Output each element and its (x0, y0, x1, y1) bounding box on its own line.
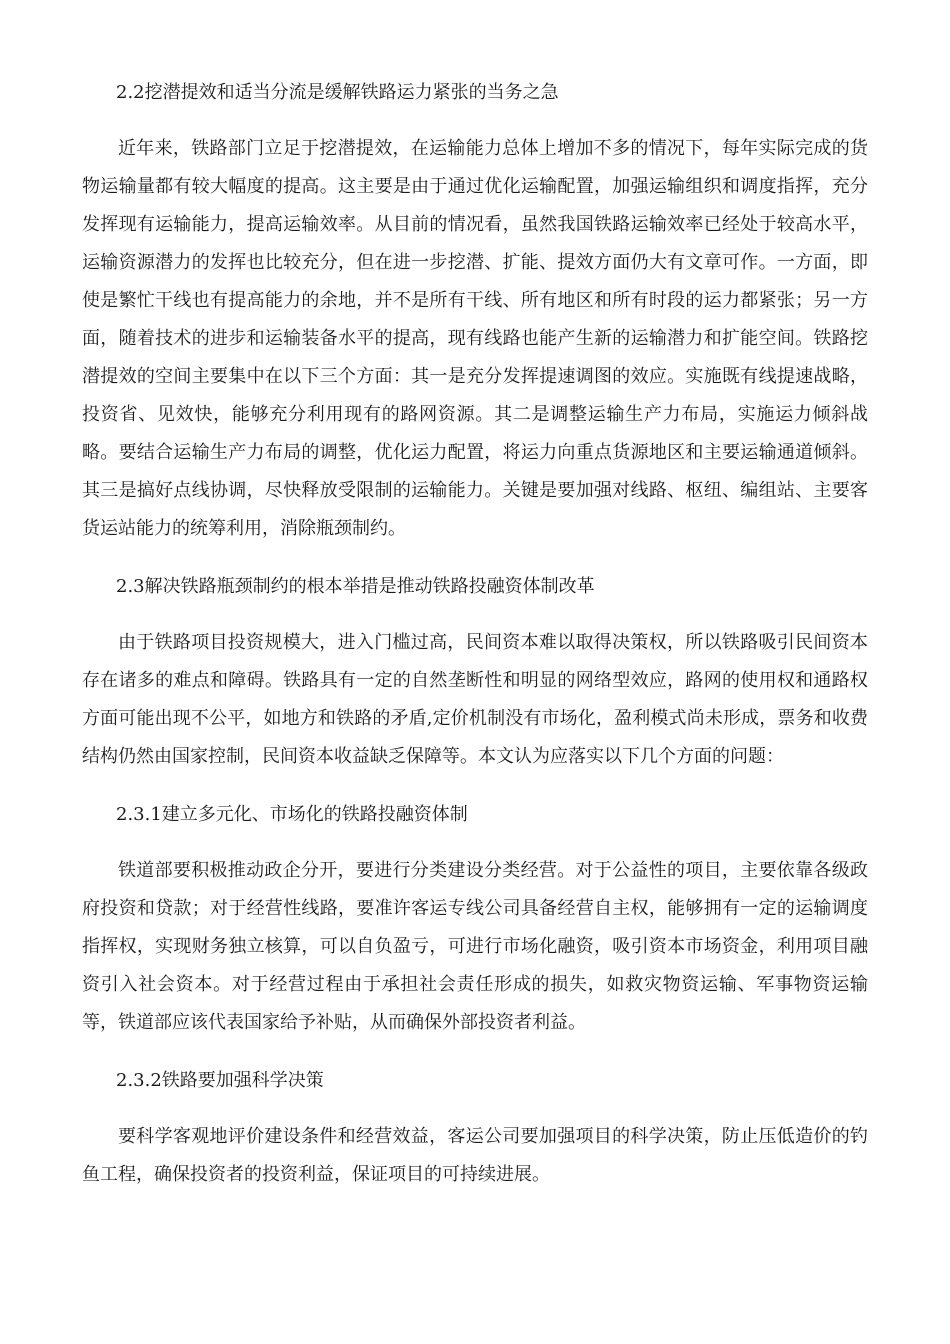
paragraph-2-3-1: 铁道部要积极推动政企分开，要进行分类建设分类经营。对于公益性的项目，主要依靠各级政府投资和贷款；对于经营性线路，要准许客运专线公司具备经营自主权，能够拥有一定的运输调度指挥权，实现财务独立核算，可以自负盈亏，可进行市场化融资，吸引资本市场资金，利用项目融资引入社会资本。对于经营过程由于承担社会责任形成的损失，如救灾物资运输、军事物资运输等，铁道部应该代表国家给予补贴，从而确保外部投资者利益。 (82, 860, 868, 1033)
section-heading-2-2: 2.2挖潜提效和适当分流是缓解铁路运力紧张的当务之急 (116, 82, 559, 103)
section-heading-2-3-1: 2.3.1建立多元化、市场化的铁路投融资体制 (116, 804, 468, 825)
paragraph-2-3: 由于铁路项目投资规模大，进入门槛过高，民间资本难以取得决策权，所以铁路吸引民间资本存在诸多的难点和障碍。铁路具有一定的自然垄断性和明显的网络型效应，路网的使用权和通路权方面可能出现不公平，如地方和铁路的矛盾,定价机制没有市场化，盈利模式尚未形成，票务和收费结构仍然由国家控制，民间资本收益缺乏保障等。本文认为应落实以下几个方面的问题： (82, 632, 868, 767)
paragraph-2-2: 近年来，铁路部门立足于挖潜提效，在运输能力总体上增加不多的情况下，每年实际完成的货物运输量都有较大幅度的提高。这主要是由于通过优化运输配置，加强运输组织和调度指挥，充分发挥现有运输能力，提高运输效率。从目前的情况看，虽然我国铁路运输效率已经处于较高水平，运输资源潜力的发挥也比较充分，但在进一步挖潜、扩能、提效方面仍大有文章可作。一方面，即使是繁忙干线也有提高能力的余地，并不是所有干线、所有地区和所有时段的运力都紧张；另一方面，随着技术的进步和运输装备水平的提高，现有线路也能产生新的运输潜力和扩能空间。铁路挖潜提效的空间主要集中在以下三个方面：其一是充分发挥提速调图的效应。实施既有线提速战略，投资省、见效快，能够充分利用现有的路网资源。其二是调整运输生产力布局，实施运力倾斜战略。要结合运输生产力布局的调整，优化运力配置，将运力向重点货源地区和主要运输通道倾斜。其三是搞好点线协调，尽快释放受限制的运输能力。关键是要加强对线路、枢纽、编组站、主要客货运站能力的统筹利用，消除瓶颈制约。 (82, 138, 868, 539)
section-heading-2-3-2: 2.3.2铁路要加强科学决策 (116, 1070, 324, 1091)
section-heading-2-3: 2.3解决铁路瓶颈制约的根本举措是推动铁路投融资体制改革 (116, 576, 595, 597)
paragraph-2-3-2: 要科学客观地评价建设条件和经营效益，客运公司要加强项目的科学决策，防止压低造价的钓鱼工程，确保投资者的投资利益，保证项目的可持续进展。 (82, 1126, 868, 1185)
